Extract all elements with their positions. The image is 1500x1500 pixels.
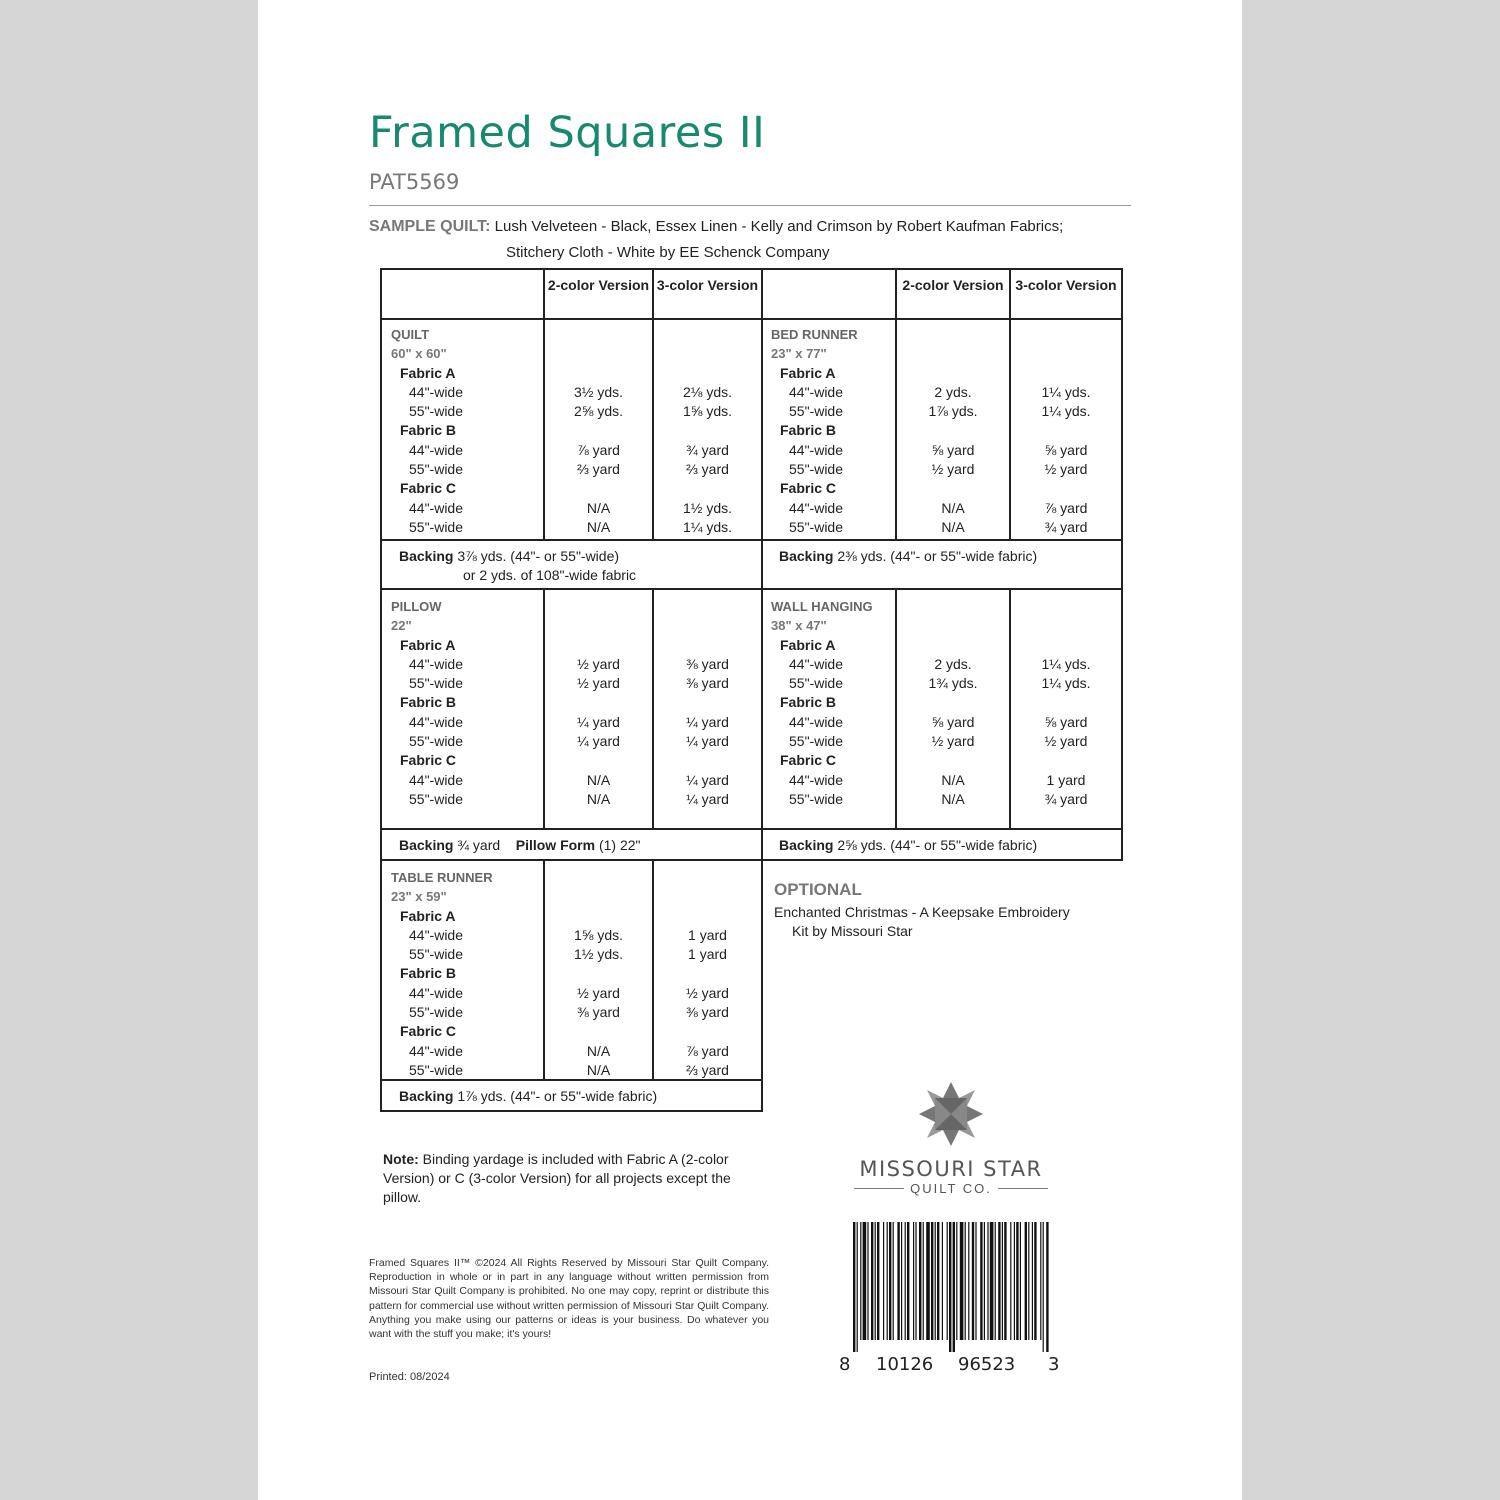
barcode-bar: [947, 1222, 948, 1340]
barcode-bar: [919, 1222, 921, 1340]
width-label: 44"-wide: [409, 383, 463, 400]
barcode-digits-3: 96523: [958, 1354, 1016, 1375]
yardage-value: ½ yard: [1044, 461, 1088, 478]
quilt-block: [391, 325, 463, 537]
barcode-bar: [887, 1222, 888, 1340]
barcode-bar: [998, 1222, 1000, 1340]
barcode-bar: [913, 1222, 914, 1340]
width-label: 55"-wide: [789, 461, 843, 478]
pillow-2-color-values: [545, 597, 652, 809]
barcode-bar: [926, 1222, 930, 1340]
width-label: 55"-wide: [409, 946, 463, 963]
wall-hanging-block: [771, 597, 873, 809]
barcode-bar: [935, 1222, 936, 1340]
yardage-value: 1⅝ yds.: [573, 926, 624, 943]
section-size: 23" x 59": [391, 889, 447, 905]
section-size: 22": [391, 618, 412, 634]
width-label: 55"-wide: [409, 518, 463, 535]
yardage-value: ¼ yard: [577, 733, 620, 750]
wall-hanging-backing: [779, 836, 1037, 855]
backing-value: 2⅜ yds. (44"- or 55"-wide fabric): [837, 548, 1038, 564]
yardage-value: ⅝ yard: [1044, 713, 1088, 730]
yardage-value: 1⅝ yds.: [682, 403, 733, 420]
yardage-table-table-runner: [380, 859, 763, 1112]
width-label: 44"-wide: [409, 713, 463, 730]
header-2-color-left: 2-color Version: [547, 277, 650, 293]
barcode-bar: [883, 1222, 884, 1340]
barcode-bar: [1016, 1222, 1018, 1340]
yardage-value: ⅜ yard: [686, 655, 729, 672]
quilt-3-color-values: [654, 325, 761, 537]
width-label: 44"-wide: [789, 655, 843, 672]
yardage-value: N/A: [586, 518, 611, 535]
barcode-bar: [915, 1222, 916, 1340]
barcode-bar: [975, 1222, 976, 1340]
width-label: 55"-wide: [409, 1061, 463, 1078]
section-size: 60" x 60": [391, 346, 447, 362]
yardage-value: ½ yard: [577, 655, 620, 672]
width-label: 55"-wide: [409, 675, 463, 692]
barcode-bar: [853, 1222, 855, 1352]
yardage-value: ½ yard: [577, 675, 620, 692]
yardage-value: 1¼ yds.: [1041, 675, 1091, 692]
pillow-form-label: Pillow Form: [515, 837, 596, 853]
yardage-value: 1 yard: [688, 946, 727, 963]
sample-quilt-line2: Stitchery Cloth - White by EE Schenck Company: [506, 244, 830, 261]
barcode-digits-2: 10126: [876, 1354, 934, 1375]
backing-label: Backing: [399, 837, 454, 853]
missouri-star-logo: [851, 1082, 1051, 1196]
sample-quilt-label: SAMPLE QUILT:: [369, 218, 491, 235]
bed-runner-block: [771, 325, 858, 537]
yardage-value: N/A: [941, 771, 965, 788]
yardage-value: N/A: [586, 790, 611, 807]
note-label: Note:: [383, 1151, 419, 1167]
yardage-value: ¼ yard: [686, 790, 729, 807]
optional-line2: Kit by Missouri Star: [792, 923, 913, 939]
quilt-backing: [399, 547, 636, 585]
barcode-bar: [987, 1222, 988, 1340]
barcode-image: [853, 1222, 1049, 1352]
fabric-label: Fabric C: [400, 1023, 457, 1040]
yardage-value: 1½ yds.: [573, 946, 624, 963]
barcode-bar: [1028, 1222, 1029, 1340]
barcode-bar: [1046, 1222, 1048, 1352]
width-label: 44"-wide: [789, 499, 843, 516]
width-label: 44"-wide: [409, 984, 463, 1001]
yardage-value: ½ yard: [1044, 733, 1088, 750]
sample-quilt-line1: Lush Velveteen - Black, Essex Linen - Kelly and Crimson by Robert Kaufman Fabrics;: [494, 218, 1064, 235]
yardage-value: 1½ yds.: [682, 499, 733, 516]
barcode-bar: [860, 1222, 861, 1340]
barcode-bar: [972, 1222, 974, 1340]
barcode-bar: [1014, 1222, 1015, 1340]
yardage-value: ⅝ yard: [931, 441, 975, 458]
table-runner-2-color-values: [545, 868, 652, 1080]
barcode-bar: [1010, 1222, 1011, 1340]
yardage-value: N/A: [586, 1061, 611, 1078]
yardage-value: N/A: [586, 771, 611, 788]
fabric-label: Fabric B: [400, 422, 457, 439]
yardage-value: ⅔ yard: [577, 461, 620, 478]
barcode-bar: [907, 1222, 909, 1340]
fabric-label: Fabric B: [400, 694, 457, 711]
barcode-bar: [984, 1222, 985, 1340]
binding-note: [383, 1150, 733, 1207]
optional-line1: Enchanted Christmas - A Keepsake Embroidery: [774, 904, 1070, 920]
bed-runner-backing: [779, 547, 1037, 566]
yardage-value: 1 yard: [688, 926, 727, 943]
barcode-bar: [893, 1222, 894, 1340]
backing-value: 3⅞ yds. (44"- or 55"-wide): [457, 548, 620, 564]
header-3-color-left: 3-color Version: [656, 277, 759, 293]
optional-heading: OPTIONAL: [774, 880, 862, 899]
width-label: 55"-wide: [789, 403, 843, 420]
note-text: Binding yardage is included with Fabric A (2-color Version) or C (3-color Version) for all projects except the pillow.: [383, 1151, 731, 1205]
star-logo-icon: [919, 1082, 983, 1146]
backing-label: Backing: [399, 548, 454, 564]
sample-quilt-info: [369, 214, 1063, 266]
yardage-value: N/A: [586, 499, 611, 516]
barcode-bar: [1032, 1222, 1033, 1340]
fabric-label: Fabric A: [400, 364, 456, 381]
backing-value: 2⅝ yds. (44"- or 55"-wide fabric): [837, 837, 1038, 853]
pattern-page: [258, 0, 1242, 1500]
section-title: WALL HANGING: [771, 599, 873, 614]
barcode-bar: [990, 1222, 994, 1340]
yardage-value: ⅞ yard: [577, 441, 620, 458]
yardage-value: 1¼ yds.: [1041, 655, 1091, 672]
table-runner-backing: [399, 1087, 657, 1106]
yardage-value: 2⅛ yds.: [682, 383, 733, 400]
width-label: 44"-wide: [409, 926, 463, 943]
fabric-label: Fabric A: [780, 636, 836, 653]
yardage-value: 2 yds.: [934, 655, 972, 672]
fabric-label: Fabric C: [780, 480, 837, 497]
table-runner-3-color-values: [654, 868, 761, 1080]
yardage-value: ½ yard: [577, 984, 620, 1001]
yardage-value: N/A: [941, 499, 965, 516]
header-2-color-right: 2-color Version: [902, 277, 1004, 293]
yardage-value: ¼ yard: [686, 733, 729, 750]
title-divider: [369, 205, 1131, 206]
barcode-bar: [857, 1222, 858, 1352]
yardage-value: ⅔ yard: [686, 461, 729, 478]
barcode-bar: [1020, 1222, 1021, 1340]
barcode-bar: [1004, 1222, 1006, 1340]
backing-label: Backing: [779, 837, 834, 853]
width-label: 44"-wide: [789, 383, 843, 400]
width-label: 44"-wide: [409, 499, 463, 516]
width-label: 55"-wide: [409, 403, 463, 420]
barcode-digit-4: 3: [1048, 1354, 1060, 1375]
fabric-label: Fabric B: [780, 422, 837, 439]
backing-label: Backing: [779, 548, 834, 564]
quilt-2-color-values: [545, 325, 652, 537]
width-label: 44"-wide: [789, 441, 843, 458]
logo-sub-text: QUILT CO.: [910, 1181, 992, 1196]
yardage-value: ½ yard: [931, 461, 975, 478]
width-label: 44"-wide: [789, 771, 843, 788]
barcode-bar: [949, 1222, 951, 1352]
yardage-value: ¾ yard: [1044, 518, 1088, 535]
pillow-3-color-values: [654, 597, 761, 809]
barcode-bar: [953, 1222, 955, 1352]
backing-value: ¾ yard: [457, 837, 501, 853]
barcode-bar: [980, 1222, 982, 1340]
barcode-bar: [867, 1222, 868, 1340]
fabric-label: Fabric A: [780, 364, 836, 381]
yardage-value: 2 yds.: [934, 383, 972, 400]
bed-runner-2-color-values: [897, 325, 1009, 537]
yardage-value: ½ yard: [686, 984, 729, 1001]
barcode-bar: [1025, 1222, 1027, 1340]
pillow-backing: [399, 836, 641, 855]
backing-value: 1⅞ yds. (44"- or 55"-wide fabric): [457, 1088, 658, 1104]
width-label: 55"-wide: [409, 461, 463, 478]
section-title: QUILT: [391, 327, 430, 342]
width-label: 55"-wide: [789, 733, 843, 750]
section-size: 23" x 77": [771, 346, 827, 362]
width-label: 44"-wide: [409, 441, 463, 458]
printed-date: Printed: 08/2024: [369, 1371, 450, 1383]
barcode-bar: [968, 1222, 969, 1340]
barcode-bar: [863, 1222, 867, 1340]
yardage-value: ⅜ yard: [577, 1004, 620, 1021]
width-label: 55"-wide: [789, 790, 843, 807]
barcode-bar: [905, 1222, 906, 1340]
pillow-block: [391, 597, 463, 809]
yardage-value: ⅝ yard: [931, 713, 975, 730]
barcode-bar: [877, 1222, 879, 1340]
fabric-label: Fabric B: [780, 694, 837, 711]
backing-label: Backing: [399, 1088, 454, 1104]
barcode-bar: [889, 1222, 891, 1340]
yardage-value: N/A: [586, 1042, 611, 1059]
barcode-bar: [897, 1222, 899, 1340]
yardage-value: N/A: [941, 518, 965, 535]
fabric-label: Fabric A: [400, 636, 456, 653]
yardage-value: ¼ yard: [686, 771, 729, 788]
barcode-bar: [965, 1222, 966, 1340]
yardage-value: 3½ yds.: [573, 383, 624, 400]
header-3-color-right: 3-color Version: [1015, 277, 1117, 293]
width-label: 55"-wide: [789, 675, 843, 692]
yardage-value: ¼ yard: [686, 713, 729, 730]
width-label: 44"-wide: [409, 771, 463, 788]
fabric-label: Fabric C: [400, 480, 457, 497]
barcode-digit-1: 8: [839, 1354, 851, 1375]
optional-section: [774, 880, 1070, 941]
yardage-value: 1¼ yds.: [1041, 383, 1091, 400]
yardage-value: 1¾ yds.: [928, 675, 978, 692]
barcode-bar: [923, 1222, 924, 1340]
yardage-value: 1¼ yds.: [1041, 403, 1091, 420]
yardage-value: ⅔ yard: [686, 1061, 729, 1078]
width-label: 55"-wide: [409, 790, 463, 807]
wall-hanging-3-color-values: [1011, 597, 1121, 809]
fabric-label: Fabric C: [400, 752, 457, 769]
width-label: 55"-wide: [409, 733, 463, 750]
yardage-value: 1 yard: [1046, 771, 1086, 788]
width-label: 44"-wide: [789, 713, 843, 730]
section-size: 38" x 47": [771, 618, 827, 634]
yardage-value: 1¼ yds.: [682, 518, 733, 535]
yardage-value: ⅝ yard: [1044, 441, 1088, 458]
width-label: 44"-wide: [409, 655, 463, 672]
pillow-form-value: (1) 22": [598, 837, 641, 853]
yardage-value: ⅜ yard: [686, 675, 729, 692]
wall-hanging-2-color-values: [897, 597, 1009, 809]
barcode-bar: [1040, 1222, 1041, 1340]
pattern-code: PAT5569: [369, 170, 460, 194]
yardage-value: 2⅝ yds.: [573, 403, 624, 420]
fabric-label: Fabric C: [780, 752, 837, 769]
backing-value-alt: or 2 yds. of 108"-wide fabric: [463, 567, 637, 583]
logo-name: MISSOURI STAR: [859, 1157, 1043, 1181]
width-label: 55"-wide: [789, 518, 843, 535]
barcode-bar: [1043, 1222, 1044, 1352]
barcode-bar: [1034, 1222, 1036, 1340]
section-title: BED RUNNER: [771, 327, 858, 342]
fabric-label: Fabric A: [400, 907, 456, 924]
barcode-bar: [931, 1222, 933, 1340]
barcode-bar: [901, 1222, 902, 1340]
barcode-bar: [942, 1222, 943, 1340]
section-title: TABLE RUNNER: [391, 870, 493, 885]
bed-runner-3-color-values: [1011, 325, 1121, 537]
yardage-table-main: [380, 268, 1123, 861]
yardage-value: 1⅞ yds.: [928, 403, 978, 420]
barcode-bar: [960, 1222, 964, 1340]
yardage-value: ½ yard: [931, 733, 975, 750]
width-label: 44"-wide: [409, 1042, 463, 1059]
yardage-value: N/A: [941, 790, 965, 807]
logo-sub: [851, 1181, 1051, 1196]
barcode-bar: [956, 1222, 957, 1340]
fabric-label: Fabric B: [400, 965, 457, 982]
barcode-bar: [1002, 1222, 1003, 1340]
table-runner-block: [391, 868, 493, 1080]
yardage-value: ¾ yard: [686, 441, 729, 458]
yardage-value: ⅞ yard: [1044, 499, 1088, 516]
barcode-bar: [875, 1222, 876, 1340]
section-title: PILLOW: [391, 599, 442, 614]
pattern-title: Framed Squares II: [369, 108, 766, 158]
yardage-value: ⅞ yard: [686, 1042, 729, 1059]
yardage-value: ¼ yard: [577, 713, 620, 730]
barcode-bar: [937, 1222, 939, 1340]
yardage-value: ¾ yard: [1044, 790, 1088, 807]
barcode-bar: [995, 1222, 996, 1340]
barcode-bar: [871, 1222, 873, 1340]
copyright-text: Framed Squares II™ ©2024 All Rights Reserved by Missouri Star Quilt Company. Reproduction in whole or in part in any language without written permission from Missouri Star Quilt Company is prohibited. No one may copy, reprint or distribute this pattern for commercial use without written permission of Missouri Star Quilt Company. Anything you make using our patterns or ideas is your business. Do whatever you want with the stuff you make; it's yours!: [369, 1257, 769, 1341]
width-label: 55"-wide: [409, 1004, 463, 1021]
yardage-value: ⅜ yard: [686, 1004, 729, 1021]
